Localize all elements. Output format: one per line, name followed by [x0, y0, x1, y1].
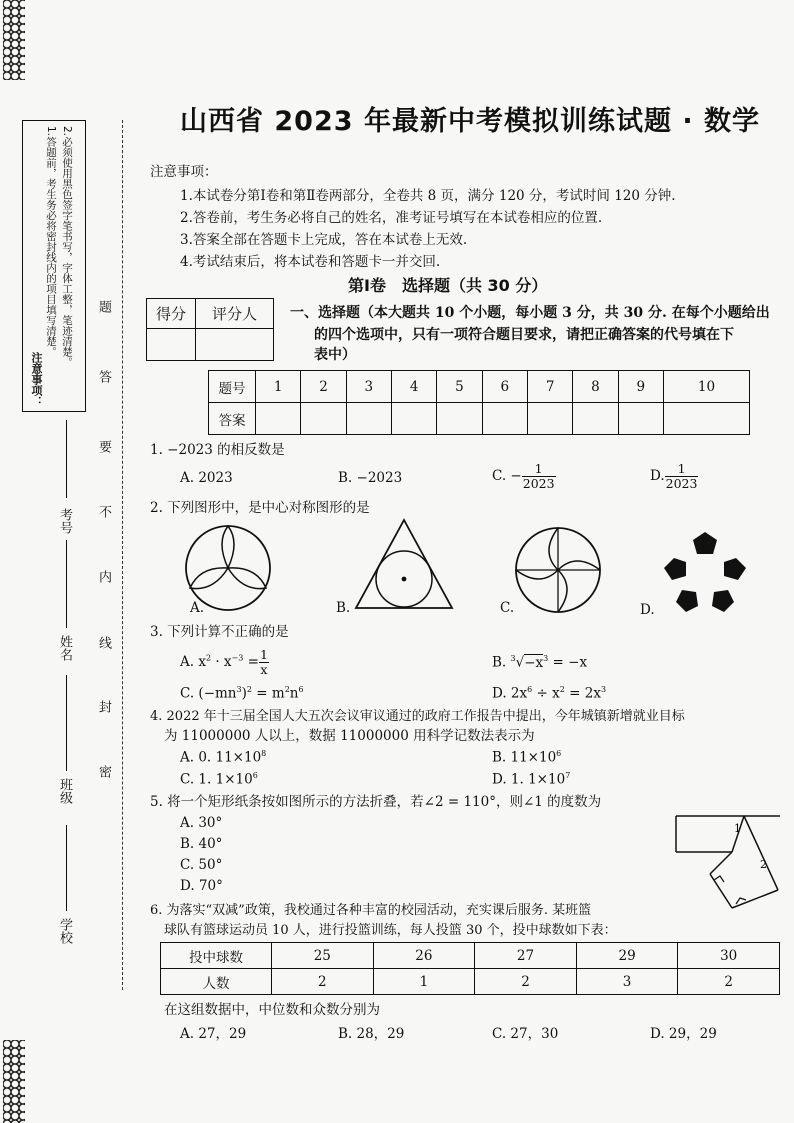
- q3-option-a: [180, 648, 269, 677]
- answer-cell[interactable]: [482, 403, 527, 435]
- q6-option-b: B. 28，29: [338, 1026, 405, 1042]
- q6-option-d: D. 29，29: [650, 1026, 717, 1042]
- q4-b-exp: 6: [556, 749, 562, 758]
- q3-c-mid: ): [241, 685, 247, 702]
- q5-option-b: B. 40°: [180, 836, 223, 852]
- q3-a-base: A. x: [180, 653, 206, 670]
- score-box: [146, 298, 274, 361]
- q2-label-d: D.: [640, 602, 655, 618]
- page-title: 山西省 2023 年最新中考模拟训练试题 · 数学: [180, 106, 761, 137]
- score-cell[interactable]: [147, 329, 196, 361]
- q3-a-den: x: [260, 661, 268, 677]
- side-notice-2: 2.必须使用黑色签字笔书写，字体工整，笔迹清楚。: [61, 126, 73, 368]
- notice-heading: 注意事项：: [150, 164, 218, 180]
- q3-b-prefix: B.: [492, 654, 511, 671]
- q4-d-text: D. 1. 1×10: [492, 771, 566, 788]
- seal-char-6: 线: [96, 636, 111, 649]
- answer-cell[interactable]: [573, 403, 618, 435]
- notice-item-1: 1.本试卷分第Ⅰ卷和第Ⅱ卷两部分，全卷共 8 页，满分 120 分，考试时间 120 分钟.: [180, 188, 676, 204]
- q3-stem: 3. 下列计算不正确的是: [150, 624, 289, 640]
- q3-a-mid: · x: [211, 653, 232, 670]
- q1-d-num: 1: [665, 462, 699, 477]
- q4-d-exp: 7: [565, 771, 571, 780]
- q-number-cell: 8: [573, 371, 618, 403]
- q3-d-exp3: 3: [600, 685, 607, 694]
- q4-option-b: [492, 750, 561, 765]
- q6-shots-row: [161, 943, 780, 969]
- q5-option-d: D. 70°: [180, 878, 223, 894]
- q3-d-exp2: 2: [559, 685, 565, 694]
- q2-figure-d: [660, 530, 750, 614]
- score-label: 得分: [147, 299, 196, 329]
- grader-cell[interactable]: [196, 329, 274, 361]
- q2-figure-c: [510, 522, 606, 618]
- q3-b-radical: √: [515, 654, 525, 671]
- q3-d-mid: ÷ x: [532, 685, 560, 702]
- seal-char-3: 要: [96, 440, 111, 453]
- q3-c-exp4: 6: [298, 685, 304, 694]
- q3-c-exp2: 2: [246, 685, 252, 694]
- side-notice-title: 注意事项：: [30, 352, 43, 407]
- q6-shots-cell: 26: [373, 943, 475, 969]
- answer-table-answer-row: [209, 403, 750, 435]
- q3-option-d: [492, 686, 606, 701]
- q1-option-b: B. −2023: [338, 470, 403, 486]
- q3-option-b: [492, 655, 587, 670]
- q6-shots-cell: 27: [475, 943, 577, 969]
- q4-a-exp: 8: [261, 749, 267, 758]
- q3-b-result: = −x: [548, 654, 588, 671]
- q3-a-exp1: 2: [205, 653, 212, 663]
- seal-char-7: 封: [96, 700, 111, 713]
- answer-label: 答案: [209, 403, 256, 435]
- q1-d-den: 2023: [665, 475, 698, 491]
- seal-line: [122, 120, 123, 990]
- section-intro-3: 表中）: [314, 347, 356, 363]
- q3-b-root-index: 3: [510, 654, 516, 663]
- q5-folded-strip-figure: [672, 812, 784, 912]
- q4-stem-1: 4. 2022 年十三届全国人大五次会议审议通过的政府工作报告中提出，今年城镇新增就业目标: [150, 709, 685, 724]
- q3-a-num: 1: [259, 647, 268, 662]
- q4-c-exp: 6: [252, 771, 258, 780]
- q6-option-a: A. 27，29: [180, 1026, 247, 1042]
- q6-count-cell: 1: [373, 969, 475, 995]
- notice-item-3: 3.答案全部在答题卡上完成，答在本试卷上无效.: [180, 232, 468, 248]
- field-exam-number-line: [66, 420, 67, 498]
- q5-angle-2-label: 2: [760, 858, 767, 871]
- q6-count-cell: 3: [576, 969, 678, 995]
- answer-cell[interactable]: [437, 403, 482, 435]
- notice-item-4: 4.考试结束后，将本试卷和答题卡一并交回.: [180, 254, 441, 270]
- q6-stem-2: 球队有篮球运动员 10 人，进行投篮训练，每人投篮 30 个，投中球数如下表：: [164, 923, 617, 938]
- field-class: 班级: [57, 778, 72, 804]
- seal-char-4: 不: [96, 505, 111, 518]
- q6-count-cell: 2: [272, 969, 374, 995]
- q2-stem: 2. 下列图形中，是中心对称图形的是: [150, 500, 370, 516]
- q1-c-prefix: C. −: [492, 467, 522, 484]
- q1-c-fraction: [522, 462, 556, 491]
- section-title: 第Ⅰ卷 选择题（共 30 分）: [348, 276, 548, 295]
- seal-char-2: 答: [96, 370, 111, 383]
- q4-b-text: B. 11×10: [492, 749, 557, 766]
- q3-b-radicand: −x: [524, 654, 544, 671]
- q-number-cell: 4: [391, 371, 436, 403]
- q3-a-exp2: −3: [231, 653, 244, 663]
- q1-d-prefix: D.: [650, 467, 665, 484]
- q6-count-cell: 2: [475, 969, 577, 995]
- answer-cell[interactable]: [346, 403, 391, 435]
- q4-option-a: [180, 750, 266, 765]
- q-number-cell: 2: [301, 371, 346, 403]
- q-number-cell: 3: [346, 371, 391, 403]
- q5-stem: 5. 将一个矩形纸条按如图所示的方法折叠，若∠2 = 110°，则∠1 的度数为: [150, 794, 602, 810]
- q-number-cell: 7: [527, 371, 572, 403]
- q6-shots-cell: 30: [678, 943, 780, 969]
- seal-char-5: 内: [96, 570, 111, 583]
- answer-cell[interactable]: [391, 403, 436, 435]
- q3-d-exp1: 6: [527, 685, 533, 694]
- q3-c-exp1: 3: [236, 685, 242, 694]
- question-number-label: 题号: [209, 371, 256, 403]
- q4-option-c: [180, 772, 258, 787]
- q3-a-eq: =: [243, 653, 259, 670]
- q6-shots-label: 投中球数: [161, 943, 272, 969]
- q1-c-den: 2023: [522, 475, 555, 491]
- q2-label-b: B.: [336, 600, 351, 616]
- q4-c-text: C. 1. 1×10: [180, 771, 253, 788]
- q3-c-eq: = m: [251, 685, 285, 702]
- answer-table: [208, 370, 750, 435]
- q4-option-d: [492, 772, 570, 787]
- q2-label-a: A.: [190, 600, 205, 616]
- q-number-cell: 5: [437, 371, 482, 403]
- bottom-ring-holes: [3, 1040, 25, 1123]
- field-school-line: [66, 825, 67, 911]
- answer-cell[interactable]: [663, 403, 749, 435]
- q-number-cell: 9: [618, 371, 663, 403]
- q2-label-c: C.: [500, 600, 515, 616]
- q1-d-fraction: [665, 462, 699, 491]
- seal-char-8: 密: [96, 765, 111, 778]
- q3-b-exp: 3: [543, 654, 549, 663]
- notice-item-2: 2.答卷前，考生务必将自己的姓名，准考证号填写在本试卷相应的位置.: [180, 210, 603, 226]
- answer-table-header-row: [209, 371, 750, 403]
- field-class-line: [66, 675, 67, 771]
- q6-question: 在这组数据中，中位数和众数分别为: [164, 1002, 380, 1018]
- q1-c-num: 1: [522, 462, 556, 477]
- q3-c-exp3: 2: [284, 685, 290, 694]
- q2-figure-b: [352, 516, 456, 612]
- q4-stem-2: 为 11000000 人以上，数据 11000000 用科学记数法表示为: [164, 728, 535, 744]
- side-notice-1: 1.答题前，考生务必将密封线内的项目填写清楚。: [45, 126, 57, 357]
- q3-d-base: D. 2x: [492, 685, 528, 702]
- q6-shots-cell: 25: [272, 943, 374, 969]
- section-intro-2: 的四个选项中，只有一项符合题目要求，请把正确答案的代号填在下: [314, 327, 734, 343]
- q1-option-a: A. 2023: [180, 470, 233, 486]
- section-intro-1: 一、选择题（本大题共 10 个小题，每小题 3 分，共 30 分. 在每个小题给出: [290, 305, 770, 321]
- field-name-line: [66, 540, 67, 628]
- q6-stem-1: 6. 为落实“双减”政策，我校通过各种丰富的校园活动，充实课后服务. 某班篮: [150, 903, 592, 918]
- q-number-cell: 10: [663, 371, 749, 403]
- answer-cell[interactable]: [256, 403, 301, 435]
- q3-a-fraction: [259, 648, 269, 677]
- q6-shots-cell: 29: [576, 943, 678, 969]
- q1-option-d: [650, 462, 698, 491]
- field-school: 学校: [57, 918, 72, 944]
- answer-cell[interactable]: [618, 403, 663, 435]
- q3-option-c: [180, 686, 304, 701]
- q3-c-n: n: [289, 685, 299, 702]
- q1-stem: 1. −2023 的相反数是: [150, 442, 285, 458]
- q6-count-label: 人数: [161, 969, 272, 995]
- q6-option-c: C. 27，30: [492, 1026, 559, 1042]
- q6-count-row: [161, 969, 780, 995]
- q-number-cell: 1: [256, 371, 301, 403]
- q4-a-text: A. 0. 11×10: [180, 749, 262, 766]
- q6-count-cell: 2: [678, 969, 780, 995]
- grader-label: 评分人: [196, 299, 274, 329]
- q6-data-table: [160, 942, 780, 995]
- q3-d-eq: = 2x: [564, 685, 601, 702]
- answer-cell[interactable]: [527, 403, 572, 435]
- q5-angle-1-label: 1: [734, 822, 741, 835]
- field-name: 姓名: [57, 635, 72, 661]
- q5-option-c: C. 50°: [180, 857, 223, 873]
- q5-option-a: A. 30°: [180, 815, 223, 831]
- q3-c-base: C. (−mn: [180, 685, 237, 702]
- q1-option-c: [492, 462, 556, 491]
- q-number-cell: 6: [482, 371, 527, 403]
- answer-cell[interactable]: [301, 403, 346, 435]
- seal-char-1: 题: [96, 300, 111, 313]
- top-ring-holes: [3, 0, 25, 80]
- field-exam-number: 考号: [57, 508, 72, 534]
